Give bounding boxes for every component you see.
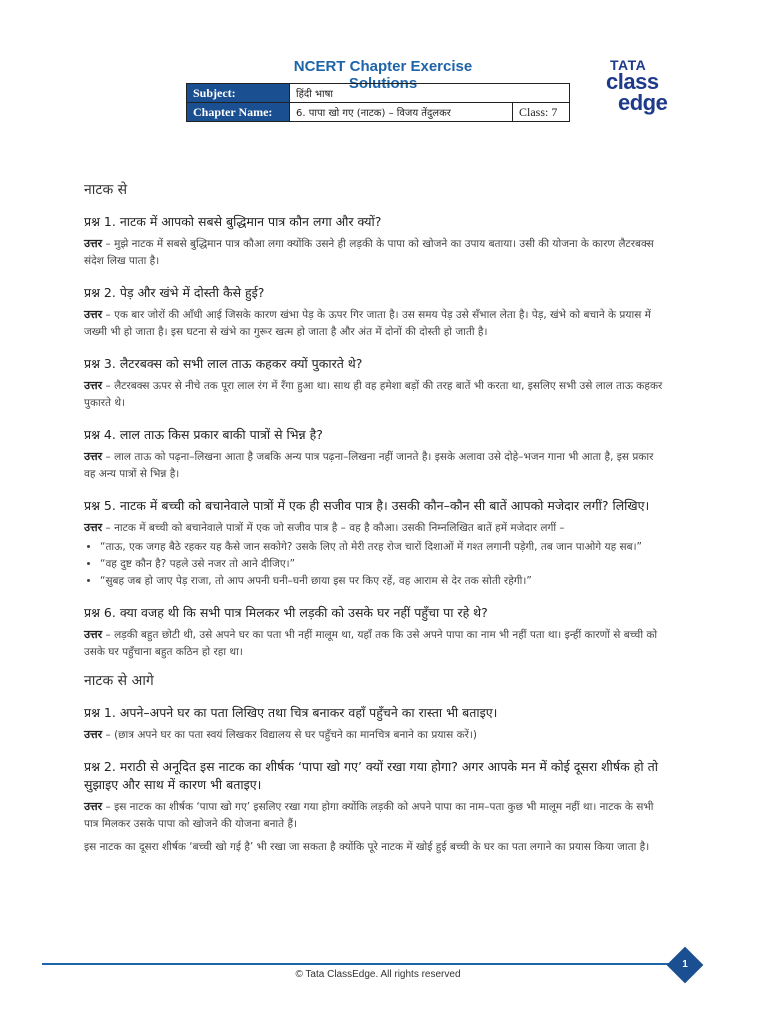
logo-edge: edge — [618, 90, 668, 115]
answer-2-2-extra: इस नाटक का दूसरा शीर्षक ‘बच्ची खो गई है’ भी रखा जा सकता है क्योंकि पूरे नाटक में खोई हुई बच्ची के घर का पता लगाने का प्रयास किया जाता है। — [84, 841, 650, 853]
answer-text: – लड़की बहुत छोटी थी, उसे अपने घर का पता भी नहीं मालूम था, यहाँ तक कि उसे अपने पापा का नाम भी नहीं पता था। इन्हीं कारणों से बच्ची को उसके घर पहुँचाना बहुत कठिन हो रहा था। — [84, 629, 658, 658]
answer-1-1 — [84, 235, 664, 270]
subject-value: हिंदी भाषा — [290, 84, 570, 103]
tata-classedge-logo — [604, 57, 684, 121]
answer-label: उत्तर — [84, 450, 103, 463]
page-title: NCERT Chapter Exercise Solutions — [293, 58, 473, 92]
answer-text: – इस नाटक का शीर्षक ‘पापा खो गए’ इसलिए रखा गया होगा क्योंकि लड़की को अपने पापा का नाम–पता कुछ भी मालूम नहीं था। नाटक के सभी पात्र मिलकर उसके पापा को खोजने की योजना बनाते हैं। — [84, 801, 654, 830]
answer-label: उत्तर — [84, 628, 103, 641]
answer-text: – मुझे नाटक में सबसे बुद्धिमान पात्र कौआ लगा क्योंकि उसने ही लड़की के पापा को खोजने का उपाय बताया। उसी की योजना के कारण लैटरबक्स संदेश लिख पाता है। — [84, 238, 654, 267]
subject-row — [187, 84, 570, 103]
answer-1-4 — [84, 448, 664, 483]
answer-1-3 — [84, 377, 664, 412]
answer-label: उत्तर — [84, 521, 103, 534]
answer-label: उत्तर — [84, 800, 103, 813]
list-item: • “ताऊ, एक जगह बैठे रहकर यह कैसे जान सकोगे? उसके लिए तो मेरी तरह रोज चारों दिशाओं में गश्त लगानी पड़ेगी, तब जान पाओगे यह सब।” — [100, 539, 664, 556]
footer-divider — [42, 963, 682, 965]
answer-label: उत्तर — [84, 728, 103, 741]
question-2-2: प्रश्न 2. मराठी से अनूदित इस नाटक का शीर्षक ‘पापा खो गए’ क्यों रखा गया होगा? अगर आपके मन में कोई दूसरा शीर्षक हो तो सुझाइए और साथ में कारण भी बताइए। — [84, 759, 658, 792]
answer-2-2 — [84, 798, 664, 833]
question-1-2: प्रश्न 2. पेड़ और खंभे में दोस्ती कैसे हुई? — [84, 285, 265, 300]
answer-text: – नाटक में बच्ची को बचानेवाले पात्रों में एक जो सजीव पात्र है – वह है कौआ। उसकी निम्नलिखित बातें हमें मजेदार लगीं – — [102, 522, 565, 534]
answer-1-5 — [84, 519, 664, 537]
answer-text: – (छात्र अपने घर का पता स्वयं लिखकर विद्यालय से घर पहुँचने का मानचित्र बनाने का प्रयास करें।) — [102, 729, 477, 741]
question-1-3: प्रश्न 3. लैटरबक्स को सभी लाल ताऊ कहकर क्यों पुकारते थे? — [84, 356, 363, 371]
chapter-row — [187, 103, 570, 122]
question-2-1: प्रश्न 1. अपने–अपने घर का पता लिखिए तथा चित्र बनाकर वहाँ पहुँचने का रास्ता भी बताइए। — [84, 705, 498, 720]
list-item: • “वह दुष्ट कौन है? पहले उसे नजर तो आने दीजिए।” — [100, 556, 664, 573]
class-value: Class: 7 — [513, 103, 570, 122]
answer-label: उत्तर — [84, 379, 103, 392]
answer-text: – लाल ताऊ को पढ़ना–लिखना आता है जबकि अन्य पात्र पढ़ना–लिखना नहीं जानते है। इसके अलावा उसे दोहे–भजन गाना भी आता है, इस प्रकार वह अन्य पात्रों से भिन्न है। — [84, 451, 654, 480]
answer-text: – लैटरबक्स ऊपर से नीचे तक पूरा लाल रंग में रँगा हुआ था। साथ ही वह हमेशा बड़ों की तरह बातें भी करता था, इसलिए सभी उसे लाल ताऊ कहकर पुकारते थे। — [84, 380, 663, 409]
section-title-natak-se: नाटक से — [84, 182, 128, 198]
footer-copyright: © Tata ClassEdge. All rights reserved — [295, 969, 461, 980]
chapter-label: Chapter Name: — [187, 103, 290, 122]
question-1-4: प्रश्न 4. लाल ताऊ किस प्रकार बाकी पात्रों से भिन्न है? — [84, 427, 323, 442]
page-number: 1 — [682, 959, 688, 970]
answer-2-1 — [84, 726, 664, 744]
subject-label: Subject: — [187, 84, 290, 103]
worksheet-content — [84, 180, 664, 856]
logo-tata: TATA — [610, 57, 647, 73]
answer-1-2 — [84, 306, 664, 341]
answer-text: – एक बार जोरों की आँधी आई जिसके कारण खंभा पेड़ के ऊपर गिर जाता है। उस समय पेड़ उसे सँभाल लेता है। पेड़, खंभे को बचाने के प्रयास में जख्मी भी हो जाता है। इस घटना से खंभे का गुरूर खत्म हो जाता है और अंत में दोनों की दोस्ती हो जाती है। — [84, 309, 651, 338]
answer-1-5-bullets — [84, 539, 664, 590]
answer-1-6 — [84, 626, 664, 661]
chapter-info-table — [186, 83, 570, 122]
question-1-5: प्रश्न 5. नाटक में बच्ची को बचानेवाले पात्रों में एक ही सजीव पात्र है। उसकी कौन–कौन सी बातें आपको मजेदार लगीं? लिखिए। — [84, 498, 650, 513]
question-1-6: प्रश्न 6. क्या वजह थी कि सभी पात्र मिलकर भी लड़की को उसके घर नहीं पहुँचा पा रहे थे? — [84, 605, 488, 620]
list-item: • “सुबह जब हो जाए पेड़ राजा, तो आप अपनी घनी–घनी छाया इस पर किए रहें, वह आराम से देर तक सोती रहेगी।” — [100, 573, 664, 590]
chapter-value: 6. पापा खो गए (नाटक) – विजय तेंदुलकर — [290, 103, 513, 122]
section-title-natak-se-aage: नाटक से आगे — [84, 673, 154, 689]
question-1-1: प्रश्न 1. नाटक में आपको सबसे बुद्धिमान पात्र कौन लगा और क्यों? — [84, 214, 382, 229]
answer-label: उत्तर — [84, 308, 103, 321]
answer-label: उत्तर — [84, 237, 103, 250]
logo-class: class — [606, 69, 659, 94]
